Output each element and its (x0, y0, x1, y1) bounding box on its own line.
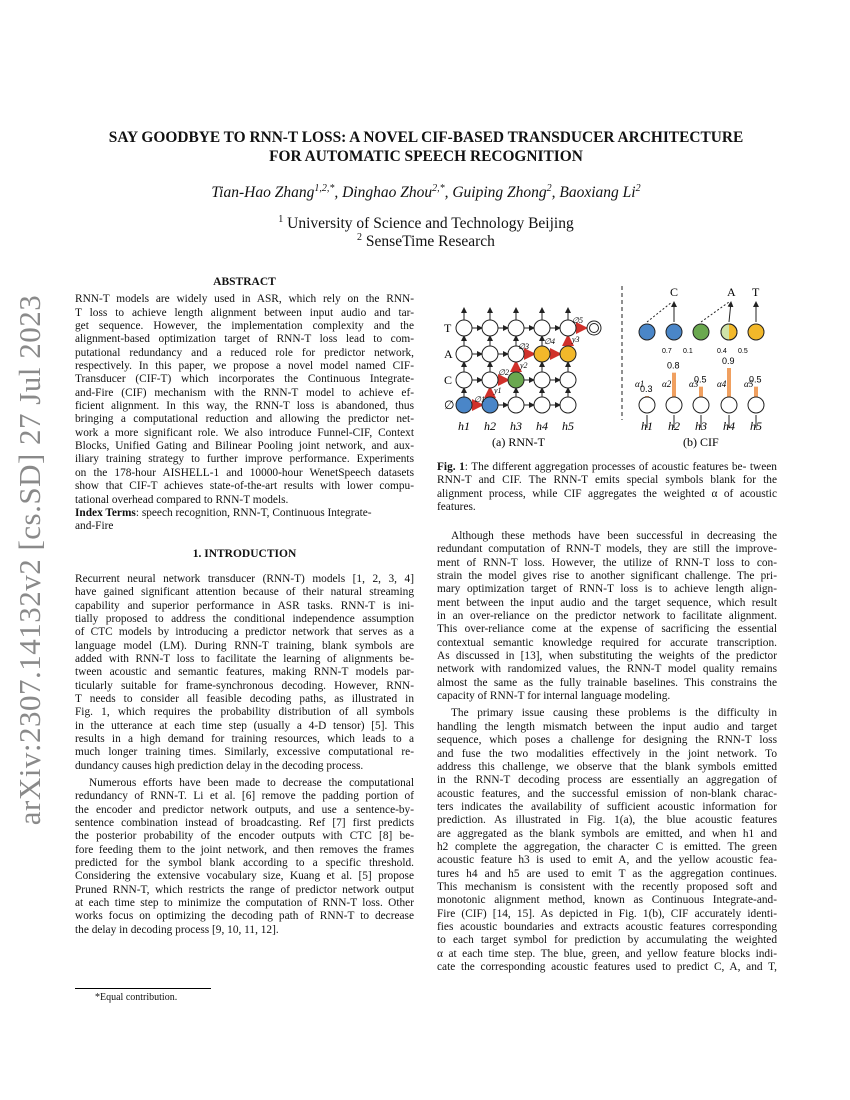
rnnt-y-label: A (444, 347, 453, 361)
right-column (437, 530, 777, 974)
cif-feature-node (748, 324, 764, 340)
text-line: network with randomized values, the RNN-T model quality remains (437, 663, 777, 676)
rnnt-x-label: h1 (458, 419, 470, 433)
rnnt-output-label: y3 (572, 335, 580, 344)
text-line: address this challenge, we observe that the blank symbols emitted (437, 760, 777, 773)
title-line-1: SAY GOODBYE TO RNN-T LOSS: A NOVEL CIF-BASED TRANSDUCER ARCHITECTURE (108, 129, 744, 146)
grid-node (456, 372, 472, 388)
text-line: strain the model gives rise to another significant challenge. The pri- (437, 570, 777, 583)
text-line: language model (LM). During RNN-T training, blank symbols are (75, 639, 414, 652)
cif-alpha-label: α3 (689, 379, 699, 389)
intro-paragraph-1 (75, 573, 414, 773)
text-line: acoustic features, and the successful emission of non-blank charac- (437, 787, 777, 800)
text-line: h2 complete the aggregation, the character C is emitted. The green (437, 840, 777, 853)
text-line: of CTC models by introducing a predictor network that serves as a (75, 626, 414, 639)
index-terms (75, 507, 414, 534)
author-name: Baoxiang Li (559, 184, 636, 202)
caption-label: Fig. 1 (437, 461, 465, 473)
text-line: This mechanism is consistent with the recently proposed soft and (437, 880, 777, 893)
text-line: Numerous efforts have been made to decrease the computational (89, 777, 414, 790)
text-line: As discussed in [13], when substituting the weights of the predictor (437, 650, 777, 663)
text-line: on the 178-hour AISHELL-1 and 10000-hour WenetSpeech datasets (75, 466, 414, 479)
cif-split-value: 0.1 (683, 348, 693, 355)
text-line: and fuse the two modalities effectively in the joint network. To (437, 747, 777, 760)
affiliation-1 (70, 214, 782, 233)
text-line: the posterior probability of the encoder outputs with CTC [8] be- (75, 830, 414, 843)
abstract-heading: ABSTRACT (213, 276, 276, 288)
subfigure-a-label: (a) RNN-T (492, 435, 545, 449)
author-name: Dinghao Zhou (342, 184, 433, 202)
cif-split-value: 0.4 (717, 348, 727, 355)
right-paragraph-2 (437, 707, 777, 974)
author-list: Tian-Hao Zhang$^{1,2,*}$, Dinghao Zhou$^{2,*}$, Guiping Zhong$^2$, Baoxiang Li$^2$ (211, 183, 641, 202)
intro-heading: 1. INTRODUCTION (192, 547, 297, 560)
text-line: T needs to consider all feasible decoding paths, as illustrated in (75, 692, 414, 705)
rnnt-x-label: h4 (536, 419, 548, 433)
grid-node (534, 397, 550, 413)
cif-alpha-label: α1 (635, 379, 645, 389)
text-line: the encoder and predictor network outputs, and use a sentence-by- (75, 803, 414, 816)
figure-caption (437, 461, 777, 514)
title-line-2: FOR AUTOMATIC SPEECH RECOGNITION (269, 148, 583, 165)
text-line: in the RNN-T decoding process are essentially an aggregation of (437, 774, 777, 787)
text-line: mary optimization target of RNN-T loss is to achieve length align- (437, 583, 777, 596)
grid-node (560, 372, 576, 388)
text-line: capacity of RNN-T for internal language modeling. (437, 690, 671, 703)
text-line: RNN-T models are widely used in ASR, which rely on the RNN- (75, 293, 414, 306)
text-line: capability and superior performance in ASR tasks. RNN-T is ini- (75, 599, 414, 612)
text-line: Considering the extensive vocabulary size, Kuang et al. [5] propose (75, 870, 414, 883)
paper-title (70, 128, 782, 166)
text-line: Fig. 1, which requires the probability distribution of all symbols (75, 706, 414, 719)
grid-node (508, 372, 524, 388)
text-line: at each time step to minimize the computation of RNN-T loss. Other (75, 897, 414, 910)
cif-weight-value: 0.5 (694, 374, 707, 385)
subfigure-b-label: (b) CIF (683, 435, 719, 449)
rnnt-y-label: C (444, 373, 453, 387)
text-line: respectively. In this paper, we propose a novel model named CIF- (75, 360, 414, 373)
cif-emit-arrow (729, 302, 731, 322)
caption-line: acoustic features. (437, 487, 777, 514)
cif-x-label: h3 (695, 419, 707, 433)
text-line: and-Fire (CIF) mechanism with the RNN-T model to achieve ef- (75, 386, 414, 399)
cif-alpha-label: α4 (717, 379, 727, 389)
text-line: ment of RNN-T loss. However, the utilize of RNN-T loss to con- (437, 556, 777, 569)
text-line: putational redundancy and a reduced role for predictor network, (75, 346, 414, 359)
cif-dashed-link (647, 302, 672, 322)
grid-node (456, 320, 472, 336)
text-line: fore feeding them to the joint network, and then removes the frames (75, 843, 414, 856)
cif-split-value: 0.5 (738, 348, 748, 355)
cif-input-node (639, 397, 655, 413)
author-affiliation-mark: 2,* (432, 183, 445, 194)
footnote-rule (75, 988, 211, 989)
text-line: Although these methods have been successful in decreasing the (451, 530, 777, 542)
cif-output-label: T (752, 285, 760, 299)
grid-node (534, 346, 550, 362)
text-line: ment between the input audio and the target sequence, which result (437, 596, 777, 609)
text-line: prediction. As illustrated in Fig. 1(a), the blue acoustic features (437, 814, 777, 827)
grid-node (534, 372, 550, 388)
cif-split-value: 0.7 (662, 348, 672, 355)
text-line: T loss to achieve length alignment between input audio and tar- (75, 306, 414, 319)
affiliation-2-number: 2 (357, 232, 363, 243)
cif-x-label: h4 (723, 419, 735, 433)
text-line: work a more significant role. We also introduce Funnel-CIF, Context (75, 426, 414, 439)
author-name: Tian-Hao Zhang (211, 184, 315, 202)
author-affiliation-mark: 1,2,* (314, 183, 335, 194)
grid-node (482, 320, 498, 336)
text-line: alignment-based optimization target of RNN-T loss lead to com- (75, 333, 414, 346)
text-line: tational overhead compared to RNN-T models. (75, 493, 289, 506)
cif-alpha-label: α5 (744, 379, 754, 389)
grid-node (456, 346, 472, 362)
text-line: tween acoustic and semantic features, making RNN-T models par- (75, 666, 414, 679)
text-line: show that CIF-T achieves state-of-the-art results with lower compu- (75, 480, 414, 493)
text-line: sentence combination instead of broadcasting. Ref [7] first predicts (75, 817, 414, 830)
cif-output-label: C (670, 285, 679, 299)
affiliation-1-text: University of Science and Technology Beijing (287, 215, 574, 233)
cif-input-node (748, 397, 764, 413)
text-line: much longer training times. Similarly, excessive computational re- (75, 746, 414, 759)
cif-feature-node (666, 324, 682, 340)
arxiv-identifier: arXiv:2307.14132v2 [cs.SD] 27 Jul 2023 (12, 294, 47, 826)
text-line: redundant computation of RNN-T models, they are still the improve- (437, 543, 777, 556)
cif-weight-value: 0.8 (667, 360, 680, 371)
caption-line: tween RNN-T and CIF. The RNN-T emits special symbols blank (437, 461, 777, 487)
arxiv-sidebar (8, 294, 52, 826)
text-line: α at each time step. The blue, green, and yellow feature blocks indi- (437, 947, 777, 960)
rnnt-x-label: h5 (562, 419, 574, 433)
cif-weight-value: 0.5 (749, 374, 762, 385)
text-line: Pruned RNN-T, which restricts the range of predictor network output (75, 883, 414, 896)
rnnt-output-label: y2 (520, 361, 528, 370)
text-line: sequence, which poses a challenge for designing the RNN-T loss (437, 734, 777, 747)
text-line: monotonic alignment method, known as Continuous Integrate-and- (437, 894, 777, 907)
text-line: works focus on optimizing the decoding path of RNN-T to decrease (75, 910, 414, 923)
grid-node (508, 397, 524, 413)
text-line: in an over-reliance on the predictor network to facilitate alignment. (437, 610, 777, 623)
grid-node (560, 346, 576, 362)
right-paragraph-1 (437, 530, 777, 703)
index-terms-line-2: and-Fire (75, 520, 114, 533)
text-line: Blocks, Unified Gating and Bilinear Pooling joint network, and aux- (75, 440, 414, 453)
rnnt-blank-label: ∅2 (498, 368, 509, 377)
grid-node (456, 397, 472, 413)
cif-dashed-link (701, 302, 729, 322)
index-terms-line-1: : speech recognition, RNN-T, Continuous Integrate- (135, 506, 372, 519)
figure-1 (436, 282, 780, 454)
text-line: ticularly suitable for frame-synchronous decoding. However, RNN- (75, 679, 414, 692)
rnnt-x-label: h3 (510, 419, 522, 433)
cif-x-label: h1 (641, 419, 653, 433)
text-line: tially proposed to address the conditional independence assumption (75, 612, 414, 625)
text-line: This over-reliance come at the expense of sacrificing the essential (437, 623, 777, 636)
text-line: tures h4 and h5 are used to emit T as the aggregation continues. (437, 867, 777, 880)
cif-x-label: h2 (668, 419, 680, 433)
cif-feature-node (639, 324, 655, 340)
rnnt-blank-label: ∅1 (474, 395, 485, 404)
text-line: bringing a computational reduction and allowing the predictor net- (75, 413, 414, 426)
caption-text (437, 461, 777, 513)
text-line: cate the corresponding acoustic features used to predict C, A, and T, (437, 961, 777, 973)
author-affiliation-mark: 2 (546, 183, 552, 194)
grid-node (560, 397, 576, 413)
text-line: iliary training strategy to further improve performance. Experiments (75, 453, 414, 466)
affiliation-2-text: SenseTime Research (365, 233, 495, 251)
author-affiliation-mark: 2 (635, 183, 641, 194)
text-line: Recurrent neural network transducer (RNN-T) models [1, 2, 3, 4] (75, 572, 414, 585)
text-line: fies acoustic boundaries and extracts acoustic features corresponding (437, 920, 777, 933)
text-line: contextual semantic knowledge required for accurate transcription. (437, 636, 777, 649)
cif-feature-node (693, 324, 709, 340)
cif-weight-value: 0.3 (640, 384, 653, 394)
abstract-body (75, 293, 414, 507)
affiliation-2 (70, 232, 782, 251)
text-line: to each target symbol for prediction by accumulating the weighted (437, 934, 777, 947)
text-line: get sequence. However, the implementation complexity and the (75, 320, 414, 333)
text-line: predicted for the symbol blank according to a specific threshold. (75, 857, 414, 870)
cif-output-label: A (727, 285, 736, 299)
terminal-node-inner (590, 324, 599, 333)
text-line: almost the same as the fully trainable baselines. This constrains the (437, 676, 777, 689)
cif-feature-split (721, 324, 729, 340)
left-column (75, 276, 414, 937)
rnnt-y-label: ∅ (444, 398, 455, 412)
cif-input-node (693, 397, 709, 413)
cif-input-node (721, 397, 737, 413)
caption-line: for the alignment process, while CIF aggregates the weighted α of (437, 474, 778, 500)
cif-x-label: h5 (750, 419, 762, 433)
grid-node (508, 320, 524, 336)
grid-node (482, 346, 498, 362)
cif-weight-value: 0.9 (722, 356, 735, 366)
text-line: have gained significant attention because of their natural streaming (75, 586, 414, 599)
text-line: in the utterance at each time step (usually a 4-D tensor) [5]. This (75, 719, 414, 732)
text-line: the delay in decoding process [9, 10, 11, 12]. (75, 923, 279, 936)
rnnt-output-label: y1 (494, 386, 502, 395)
index-terms-label: Index Terms (75, 506, 136, 519)
rnnt-blank-label: ∅5 (572, 316, 583, 325)
rnnt-x-label: h2 (484, 419, 496, 433)
text-line: handling the length mismatch between the input audio and target (437, 720, 777, 733)
rnnt-blank-label: ∅4 (544, 337, 555, 346)
cif-alpha-label: α2 (662, 379, 672, 389)
text-line: acoustic feature h3 is used to emit A, and the yellow acoustic fea- (437, 854, 777, 867)
intro-paragraph-2 (75, 777, 414, 937)
text-line: are aggregated as the blank symbols are emitted, and when h1 and (437, 827, 777, 840)
text-line: redundancy of RNN-T. Li et al. [6] remove the padding portion of (75, 790, 414, 803)
text-line: added with RNN-T loss to facilitate the learning of alignments be- (75, 652, 414, 665)
text-line: Fire (CIF) [14, 15]. As depicted in Fig. 1(b), CIF accurately identi- (437, 907, 777, 920)
caption-line: : The different aggregation processes of acoustic features be- (464, 461, 750, 473)
cif-input-node (666, 397, 682, 413)
text-line: results in a high demand for training resources, which leads to a (75, 733, 414, 745)
affiliation-1-number: 1 (278, 214, 284, 225)
footnote: *Equal contribution. (95, 992, 178, 1003)
author-name: Guiping Zhong (452, 184, 547, 202)
grid-node (534, 320, 550, 336)
text-line: ficient alignment. In this way, the RNN-T loss is abandoned, thus (75, 400, 414, 413)
text-line: ters indicates the availability of sufficient acoustic information for (437, 800, 777, 813)
text-line: Transducer (CIF-T) which incorporates the Continuous Integrate- (75, 373, 414, 386)
text-line: The primary issue causing these problems is the difficulty in (451, 707, 777, 720)
rnnt-y-label: T (444, 321, 452, 335)
rnnt-blank-label: ∅3 (518, 342, 529, 351)
text-line: dundancy causes high prediction delay in the decoding process. (75, 759, 364, 772)
